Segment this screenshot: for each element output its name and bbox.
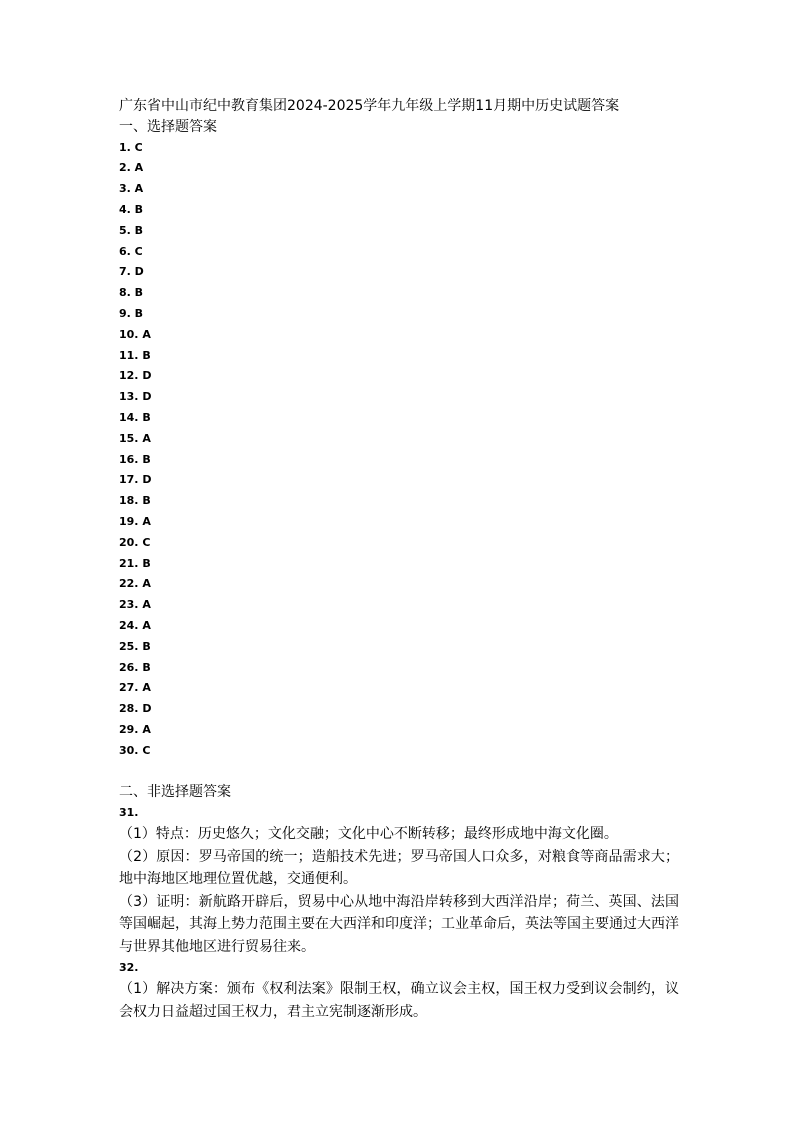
answer-item: 7. D: [119, 265, 144, 279]
question-32-part-1: （1）解决方案：颁布《权利法案》限制王权，确立议会主权，国王权力受到议会制约，议会权力日益超过国王权力，君主立宪制逐渐形成。: [119, 981, 679, 1020]
answer-item: 13. D: [119, 390, 152, 404]
answer-item: 26. B: [119, 660, 151, 674]
answer-item: 28. D: [119, 702, 152, 716]
answer-item: 12. D: [119, 369, 152, 383]
answer-item: 16. B: [119, 452, 151, 466]
document-title: 广东省中山市纪中教育集团2024-2025学年九年级上学期11月期中历史试题答案: [119, 98, 620, 114]
answer-item: 10. A: [119, 327, 151, 341]
answer-item: 27. A: [119, 681, 151, 695]
answer-item: 8. B: [119, 286, 144, 300]
answer-item: 3. A: [119, 182, 144, 196]
answer-item: 6. C: [119, 244, 143, 258]
answer-item: 9. B: [119, 306, 144, 320]
answer-item: 5. B: [119, 223, 144, 237]
answer-item: 24. A: [119, 618, 151, 632]
document-page: [119, 96, 679, 1023]
question-31-part-1: （1）特点：历史悠久；文化交融；文化中心不断转移；最终形成地中海文化圈。: [119, 826, 618, 843]
answer-item: 11. B: [119, 348, 151, 362]
answer-item: 21. B: [119, 556, 151, 570]
answer-item: 22. A: [119, 577, 151, 591]
answer-item: 2. A: [119, 161, 144, 175]
answer-item: 25. B: [119, 639, 151, 653]
answer-item: 30. C: [119, 743, 151, 757]
answer-item: 15. A: [119, 431, 151, 445]
answer-item: 20. C: [119, 535, 151, 549]
section-heading-choice: 一、选择题答案: [119, 118, 217, 135]
answer-item: 4. B: [119, 202, 144, 216]
answer-item: 23. A: [119, 598, 151, 612]
question-32-number: 32.: [119, 961, 139, 975]
answer-item: 14. B: [119, 410, 151, 424]
blank-line: [119, 762, 679, 783]
answer-list: [119, 138, 679, 762]
question-31-part-3: （3）证明：新航路开辟后，贸易中心从地中海沿岸转移到大西洋沿岸；荷兰、英国、法国等国崛起，其海上势力范围主要在大西洋和印度洋；工业革命后，英法等国主要通过大西洋与世界其他地区进行贸易往来。: [119, 893, 679, 955]
question-31-part-2: （2）原因：罗马帝国的统一；造船技术先进；罗马帝国人口众多，对粮食等商品需求大；地中海地区地理位置优越，交通便利。: [119, 848, 679, 888]
question-31-number: 31.: [119, 806, 139, 820]
answer-item: 18. B: [119, 494, 151, 508]
answer-item: 29. A: [119, 722, 151, 736]
answer-item: 19. A: [119, 514, 151, 528]
answer-item: 17. D: [119, 473, 152, 487]
answer-item: 1. C: [119, 140, 143, 154]
section-heading-non-choice: 二、非选择题答案: [119, 784, 231, 801]
